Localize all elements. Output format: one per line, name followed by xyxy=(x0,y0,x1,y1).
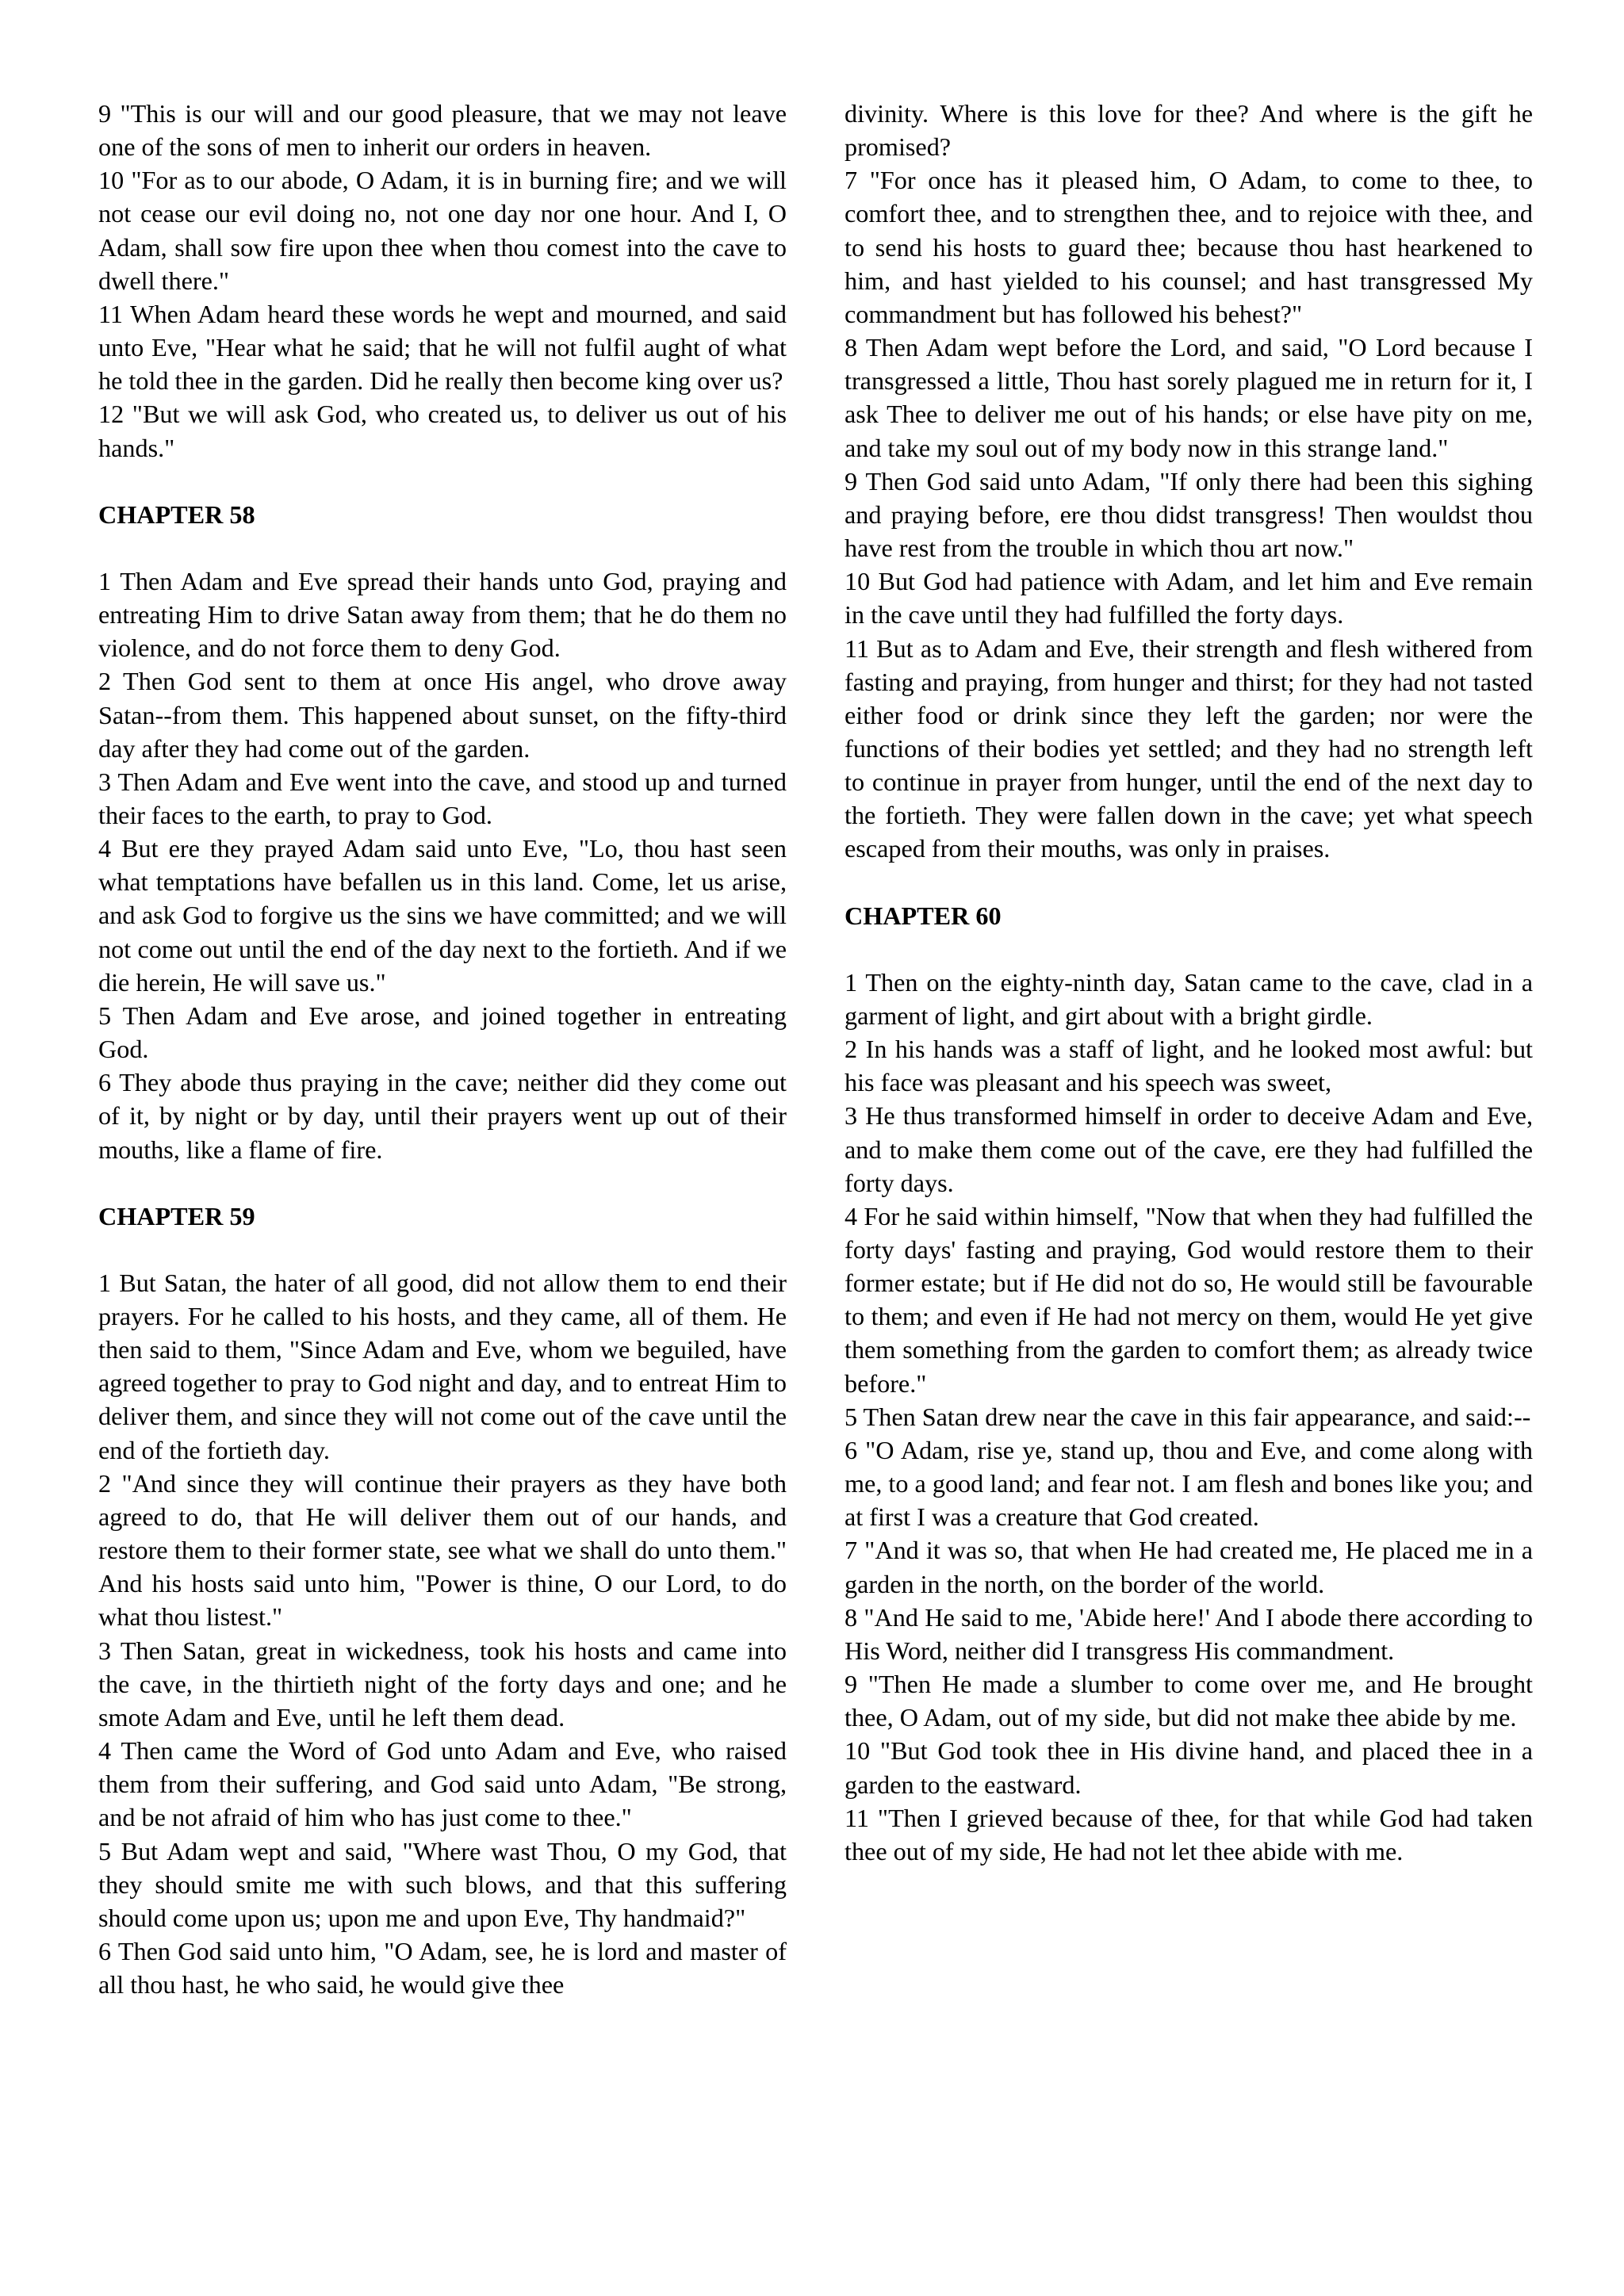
verse-paragraph: 3 Then Adam and Eve went into the cave, and stood up and turned their faces to the earth, to pray to God. xyxy=(98,767,787,829)
verse-paragraph: 11 When Adam heard these words he wept and mourned, and said unto Eve, "Hear what he said; that he will not fulfil aught of what he told thee in the garden. Did he really then become king over us? xyxy=(98,299,787,396)
right-column xyxy=(845,97,1533,1868)
verse-paragraph: 8 "And He said to me, 'Abide here!' And I abode there according to His Word, neither did I transgress His commandment. xyxy=(845,1602,1533,1665)
verse-paragraph: 10 "For as to our abode, O Adam, it is in burning fire; and we will not cease our evil doing no, not one day nor one hour. And I, O Adam, shall sow fire upon thee when thou comest into the cave to dwell there." xyxy=(98,166,787,295)
verse-paragraph: 5 But Adam wept and said, "Where wast Thou, O my God, that they should smite me with such blows, and that this suffering should come upon us; upon me and upon Eve, Thy handmaid?" xyxy=(98,1836,787,1932)
verse-paragraph: 12 "But we will ask God, who created us, to deliver us out of his hands." xyxy=(98,400,787,462)
verse-paragraph: 1 Then on the eighty-ninth day, Satan came to the cave, clad in a garment of light, and girt about with a bright girdle. xyxy=(845,967,1533,1030)
verse-paragraph: 4 Then came the Word of God unto Adam and Eve, who raised them from their suffering, and God said unto Adam, "Be strong, and be not afraid of him who has just come to thee." xyxy=(98,1736,787,1832)
verse-paragraph: 4 For he said within himself, "Now that when they had fulfilled the forty days' fasting and praying, God would restore them to their former estate; but if He did not do so, He would still be favourable to them; and even if He had not mercy on them, would He yet give them something from the garden to comfort them; as already twice before." xyxy=(845,1201,1533,1398)
verse-paragraph: 1 Then Adam and Eve spread their hands unto God, praying and entreating Him to drive Satan away from them; that he do them no violence, and do not force them to deny God. xyxy=(98,566,787,663)
verse-paragraph: 5 Then Satan drew near the cave in this fair appearance, and said:-- xyxy=(845,1402,1531,1431)
chapter-heading-60: CHAPTER 60 xyxy=(845,901,1002,930)
verse-paragraph: 9 "This is our will and our good pleasure, that we may not leave one of the sons of men to inherit our orders in heaven. xyxy=(98,99,787,162)
verse-paragraph: 6 Then God said unto him, "O Adam, see, he is lord and master of all thou hast, he who said, he would give thee xyxy=(98,1936,787,1999)
chapter-heading-58: CHAPTER 58 xyxy=(98,499,255,529)
verse-paragraph: 10 "But God took thee in His divine hand, and placed thee in a garden to the eastward. xyxy=(845,1736,1533,1799)
verse-paragraph: 2 "And since they will continue their prayers as they have both agreed to do, that He will deliver them out of our hands, and restore them to their former state, see what we shall do unto them." And his hosts said unto him, "Power is thine, O our Lord, to do what thou listest." xyxy=(98,1468,787,1632)
verse-paragraph: 6 They abode thus praying in the cave; neither did they come out of it, by night or by day, until their prayers went up out of their mouths, like a flame of fire. xyxy=(98,1068,787,1164)
left-column xyxy=(98,97,787,2001)
verse-paragraph: 2 Then God sent to them at once His angel, who drove away Satan--from them. This happened about sunset, on the fifty-third day after they had come out of the garden. xyxy=(98,667,787,763)
verse-paragraph: 11 But as to Adam and Eve, their strength and flesh withered from fasting and praying, from hunger and thirst; for they had not tasted either food or drink since they left the garden; nor were the functions of their bodies yet settled; and they had no strength left to continue in prayer from hunger, until the end of the next day to the fortieth. They were fallen down in the cave; yet what speech escaped from their mouths, was only in praises. xyxy=(845,633,1533,863)
verse-paragraph: 7 "And it was so, that when He had created me, He placed me in a garden in the north, on the border of the world. xyxy=(845,1536,1533,1598)
verse-paragraph: 6 "O Adam, rise ye, stand up, thou and Eve, and come along with me, to a good land; and fear not. I am flesh and bones like you; and at first I was a creature that God created. xyxy=(845,1435,1533,1532)
verse-paragraph: 10 But God had patience with Adam, and let him and Eve remain in the cave until they had fulfilled the forty days. xyxy=(845,567,1533,629)
chapter-heading-59: CHAPTER 59 xyxy=(98,1201,255,1230)
verse-paragraph: 4 But ere they prayed Adam said unto Eve, "Lo, thou hast seen what temptations have befallen us in this land. Come, let us arise, and ask God to forgive us the sins we have committed; and we will not come out until the end of the day next to the fortieth. And if we die herein, He will save us." xyxy=(98,834,787,997)
verse-paragraph: 5 Then Adam and Eve arose, and joined together in entreating God. xyxy=(98,1001,787,1064)
verse-paragraph: 7 "For once has it pleased him, O Adam, to come to thee, to comfort thee, and to strengthen thee, and to rejoice with thee, and to send his hosts to guard thee; because thou hast hearkened to him, and hast yielded to his counsel; and hast transgressed My commandment but has followed his behest?" xyxy=(845,166,1533,328)
verse-paragraph: 9 "Then He made a slumber to come over me, and He brought thee, O Adam, out of my side, but did not make thee abide by me. xyxy=(845,1670,1533,1732)
verse-paragraph: 9 Then God said unto Adam, "If only there had been this sighing and praying before, ere thou didst transgress! Then wouldst thou have rest from the trouble in which thou art now." xyxy=(845,466,1533,563)
verse-paragraph: 11 "Then I grieved because of thee, for that while God had taken thee out of my side, He had not let thee abide with me. xyxy=(845,1803,1533,1866)
verse-paragraph: 3 Then Satan, great in wickedness, took his hosts and came into the cave, in the thirtieth night of the forty days and one; and he smote Adam and Eve, until he left them dead. xyxy=(98,1636,787,1732)
verse-paragraph: divinity. Where is this love for thee? And where is the gift he promised? xyxy=(845,99,1533,162)
verse-paragraph: 3 He thus transformed himself in order to deceive Adam and Eve, and to make them come out of the cave, ere they had fulfilled the forty days. xyxy=(845,1101,1533,1197)
verse-paragraph: 1 But Satan, the hater of all good, did not allow them to end their prayers. For he called to his hosts, and they came, all of them. He then said to them, "Since Adam and Eve, whom we beguiled, have agreed together to pray to God night and day, and to entreat Him to deliver them, and since they will not come out of the cave until the end of the fortieth day. xyxy=(98,1268,787,1464)
verse-paragraph: 2 In his hands was a staff of light, and he looked most awful: but his face was pleasant and his speech was sweet, xyxy=(845,1035,1533,1097)
verse-paragraph: 8 Then Adam wept before the Lord, and said, "O Lord because I transgressed a little, Thou hast sorely plagued me in return for it, I ask Thee to deliver me out of his hands; or else have pity on me, and take my soul out of my body now in this strange land." xyxy=(845,333,1533,462)
